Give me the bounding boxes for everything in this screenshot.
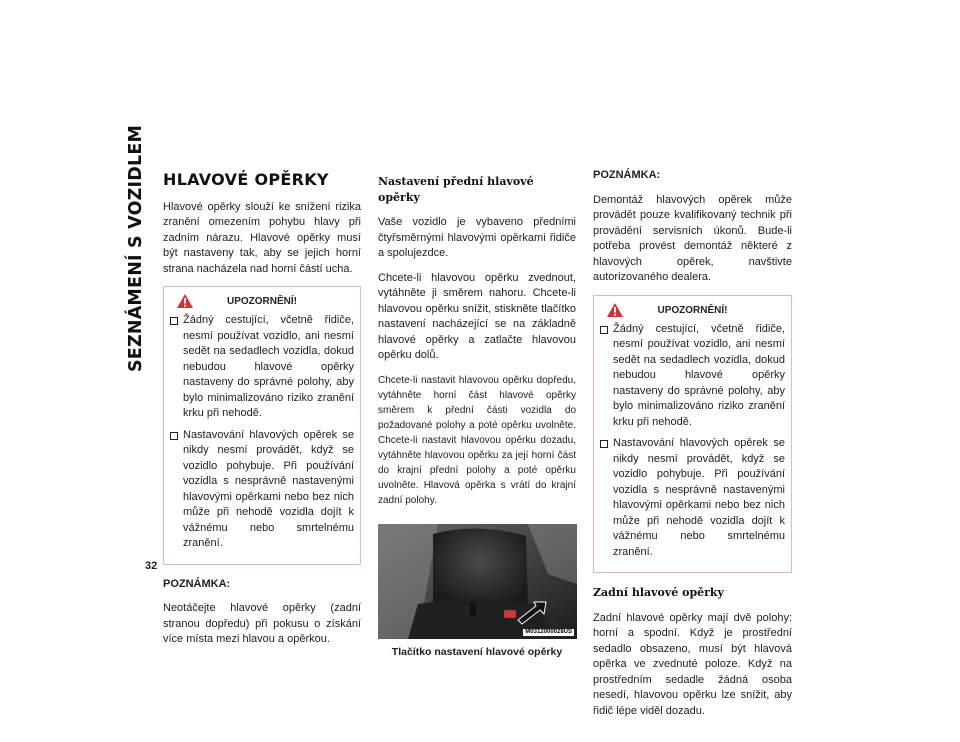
column-3 xyxy=(593,168,792,728)
warning-header xyxy=(170,291,354,313)
checkbox-bullet-icon xyxy=(170,317,178,325)
warning-item xyxy=(170,428,354,552)
section-heading: HLAVOVÉ OPĚRKY xyxy=(163,170,329,189)
paragraph: Zadní hlavové opěrky mají dvě polohy: horní a spodní. Když je prostřední sedadlo obsazeno, musí být hlavová opěrka ve zvednuté poloze. Když na prostředním sedadle žádná osoba nesedí, hlavovou opěrku lze snížit, aby řidič lépe viděl dozadu. xyxy=(593,611,792,717)
section-sidebar-title: SEZNÁMENÍ S VOZIDLEM xyxy=(126,124,146,372)
checkbox-bullet-icon xyxy=(170,432,178,440)
note-text: Demontáž hlavových opěrek může provádět pouze kvalifikovaný technik při provádění servisních úkonů. Bude-li potřeba provést demontáž některé z hlavových opěrek, navštivte autorizovaného dealera. xyxy=(593,193,792,283)
warning-item-text: Žádný cestující, včetně řidiče, nesmí používat vozidlo, ani nesmí sedět na sedadlech vozidla, dokud nebudou hlavové opěrky nastaveny do správné polohy, aby bylo minimalizováno riziko zranění krku při nehodě. xyxy=(183,314,354,419)
warning-item xyxy=(600,436,785,560)
column-1 xyxy=(163,168,361,657)
warning-list xyxy=(600,322,785,561)
photo-caption: Tlačítko nastavení hlavové opěrky xyxy=(391,645,563,658)
warning-item-text: Žádný cestující, včetně řidiče, nesmí používat vozidlo, ani nesmí sedět na sedadlech vozidla, dokud nebudou hlavové opěrky nastaveny do správné polohy, aby bylo minimalizováno riziko zranění krku při nehodě. xyxy=(613,322,785,428)
warning-triangle-icon xyxy=(176,293,194,309)
note-title: POZNÁMKA: xyxy=(593,169,661,181)
warning-item xyxy=(170,313,354,422)
warning-header xyxy=(600,300,785,322)
intro-paragraph: Hlavové opěrky slouží ke snížení rizika zranění omezením pohybu hlavy při zadním nárazu. Hlavové opěrky musí být nastaveny tak, aby se jejich horní strana nacházela nad horní částí ucha. xyxy=(163,200,361,275)
checkbox-bullet-icon xyxy=(600,440,608,448)
image-code: M0312000028US xyxy=(525,628,572,635)
paragraph: Vaše vozidlo je vybaveno předními čtyřsměrnými hlavovými opěrkami řidiče a spolujezdce. xyxy=(378,216,576,259)
paragraph: Chcete-li hlavovou opěrku zvednout, vytáhněte ji směrem nahoru. Chcete-li hlavovou opěrku snížit, stiskněte tlačítko nastavení nacházející se na základně hlavové opěrky a zatlačte hlavovou opěrku dolů. xyxy=(378,271,576,361)
warning-box xyxy=(163,286,361,565)
warning-triangle-icon xyxy=(606,302,624,318)
warning-item xyxy=(600,322,785,431)
warning-title: UPOZORNĚNÍ! xyxy=(657,304,728,316)
warning-title: UPOZORNĚNÍ! xyxy=(227,296,297,307)
note-title: POZNÁMKA: xyxy=(163,577,231,590)
column-2 xyxy=(378,168,576,660)
page-number: 32 xyxy=(145,560,158,572)
subsection-heading: Nastavení přední hlavové opěrky xyxy=(378,175,534,204)
warning-item-text: Nastavování hlavových opěrek se nikdy nesmí provádět, když se vozidlo pohybuje. Při používání vozidla s nesprávně nastavenými hlavovými opěrkami nebo bez nich může při nehodě vozidla dojít k vážnému nebo smrtelnému zranění. xyxy=(183,428,354,549)
warning-box xyxy=(593,295,792,574)
note-text: Neotáčejte hlavové opěrky (zadní stranou dopředu) při pokusu o získání více místa mezi hlavou a opěrkou. xyxy=(163,602,361,645)
subsection-heading: Zadní hlavové opěrky xyxy=(593,586,724,599)
headrest-photo xyxy=(378,524,577,639)
warning-item-text: Nastavování hlavových opěrek se nikdy nesmí provádět, když se vozidlo pohybuje. Při používání vozidla s nesprávně nastavenými hlavovými opěrkami nebo bez nich může při nehodě vozidla dojít k vážnému nebo smrtelnému zranění. xyxy=(613,437,785,558)
checkbox-bullet-icon xyxy=(600,326,608,334)
headrest-illustration xyxy=(378,524,577,639)
warning-list xyxy=(170,313,354,552)
paragraph: Chcete-li nastavit hlavovou opěrku dopředu, vytáhněte horní část hlavové opěrky směrem k přední části vozidla do požadované polohy a poté opěrku uvolněte. Chcete-li nastavit hlavovou opěrku dozadu, vytáhněte hlavovou opěrku za její horní část do krajní přední polohy a poté opěrku uvolněte. Hlavová opěrka s vrátí do krajní zadní polohy. xyxy=(378,374,576,506)
